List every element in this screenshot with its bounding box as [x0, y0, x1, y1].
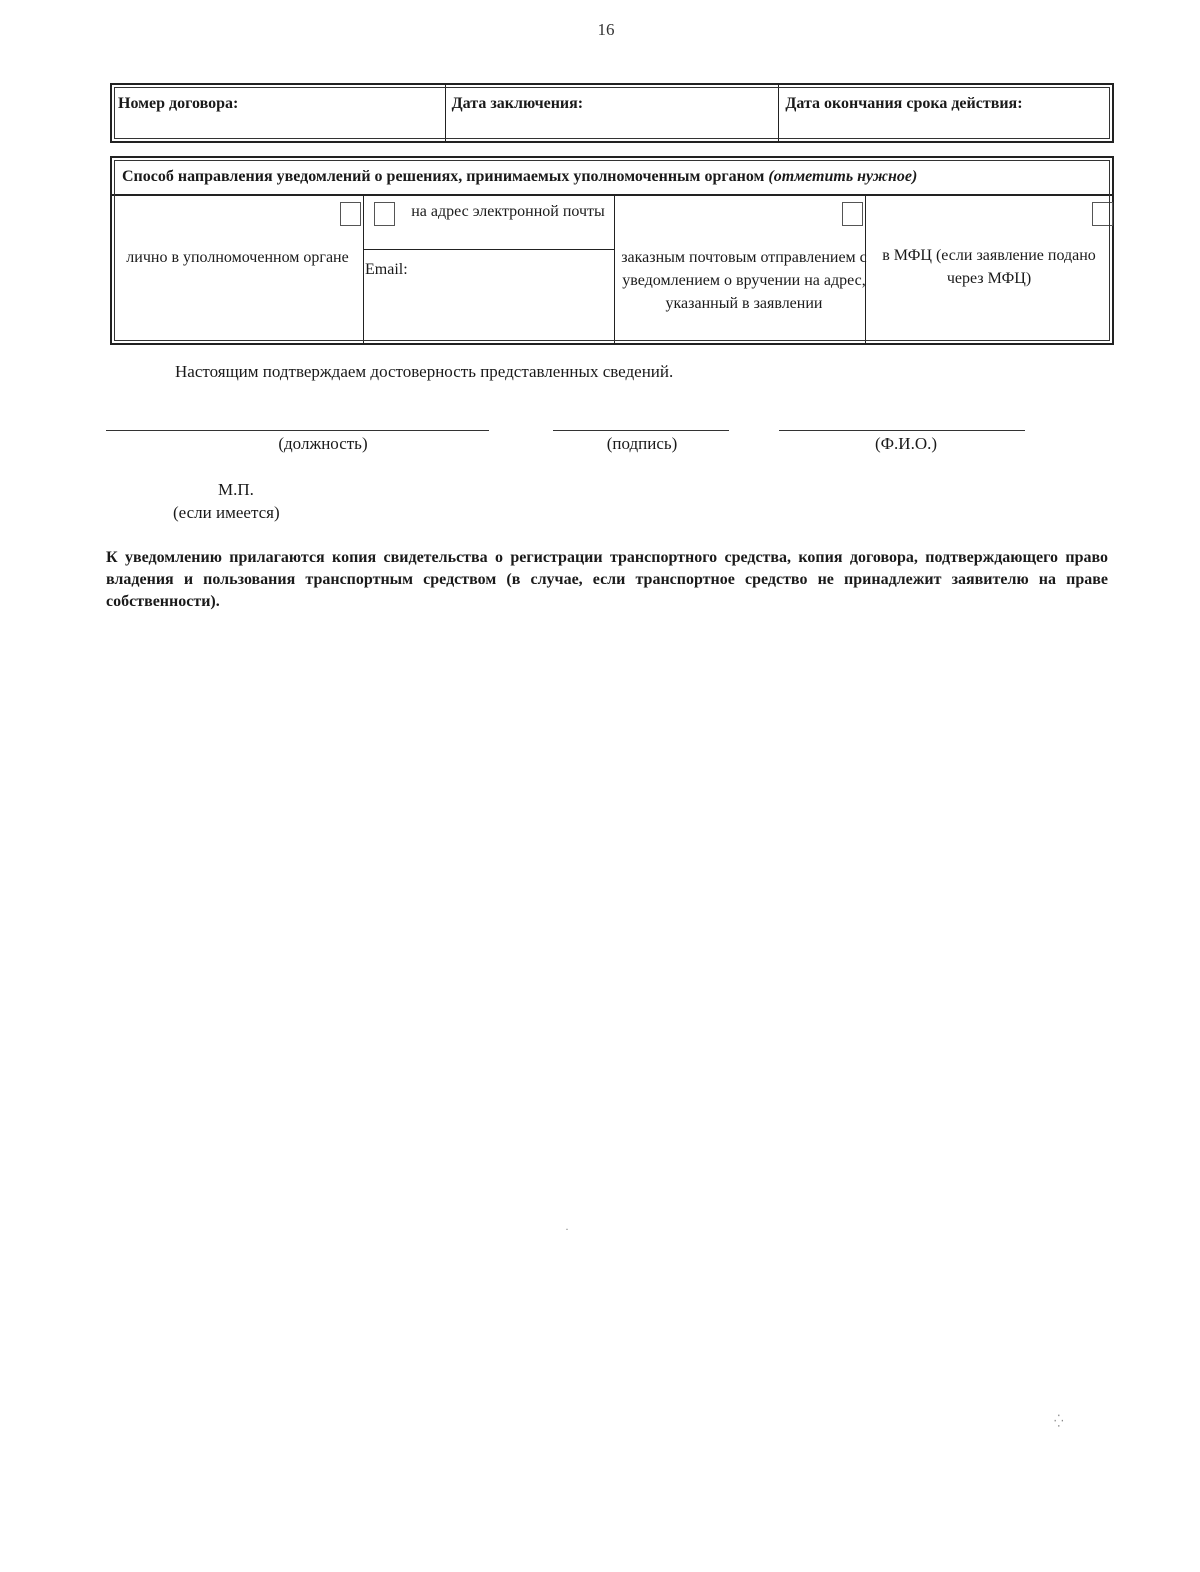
option-email: [364, 196, 615, 343]
registered-mail-checkbox[interactable]: [842, 202, 863, 226]
stamp-note: (если имеется): [173, 503, 280, 522]
contract-date-label: Дата заключения:: [451, 95, 584, 112]
email-option-header: [364, 196, 614, 250]
name-caption: (Ф.И.О.): [874, 434, 938, 453]
mfc-label: в МФЦ (если заявление подано через МФЦ): [882, 247, 1096, 287]
in-person-checkbox[interactable]: [340, 202, 361, 226]
contract-number-label: Номер договора:: [118, 95, 239, 112]
email-label: на адрес электронной почты: [411, 203, 605, 220]
email-field[interactable]: Email:: [365, 261, 408, 278]
option-registered-mail: [615, 196, 866, 343]
scan-speck: ⁛: [1054, 1414, 1064, 1428]
name-line[interactable]: [779, 430, 1025, 431]
contract-end-date-field[interactable]: [779, 85, 1112, 141]
position-line[interactable]: [106, 430, 489, 431]
contract-table: [110, 83, 1114, 143]
option-in-person: [112, 196, 364, 343]
contract-date-field[interactable]: [446, 85, 780, 141]
attachments-note: К уведомлению прилагаются копия свидетельства о регистрации транспортного средства, копия договора, подтверждающего право владения и пользования транспортным средством (в случае, если транспортное средство не принадлежит заявителю на праве собственности).: [106, 549, 1108, 610]
scan-speck: ·: [565, 1222, 569, 1236]
notification-method-title: Способ направления уведомлений о решениях, принимаемых уполномоченным органом: [122, 168, 765, 185]
email-checkbox[interactable]: [374, 202, 395, 226]
notification-method-table: [110, 156, 1114, 345]
signature-caption: (подпись): [606, 434, 678, 453]
option-mfc: [866, 196, 1112, 343]
page-number: 16: [597, 20, 615, 39]
notification-method-header: [112, 158, 1112, 196]
in-person-label: лично в уполномоченном органе: [126, 249, 349, 266]
notification-method-hint: (отметить нужное): [768, 168, 918, 185]
registered-mail-label: заказным почтовым отправлением с уведомлением о вручении на адрес, указанный в заявлении: [621, 249, 867, 312]
notification-options-row: [112, 196, 1112, 343]
contract-end-date-label: Дата окончания срока действия:: [785, 95, 1023, 112]
contract-number-field[interactable]: [112, 85, 446, 141]
signature-line[interactable]: [553, 430, 729, 431]
mfc-checkbox[interactable]: [1092, 202, 1113, 226]
stamp-title: М.П.: [218, 480, 254, 499]
position-caption: (должность): [278, 434, 368, 453]
confirmation-text: Настоящим подтверждаем достоверность представленных сведений.: [175, 362, 674, 381]
